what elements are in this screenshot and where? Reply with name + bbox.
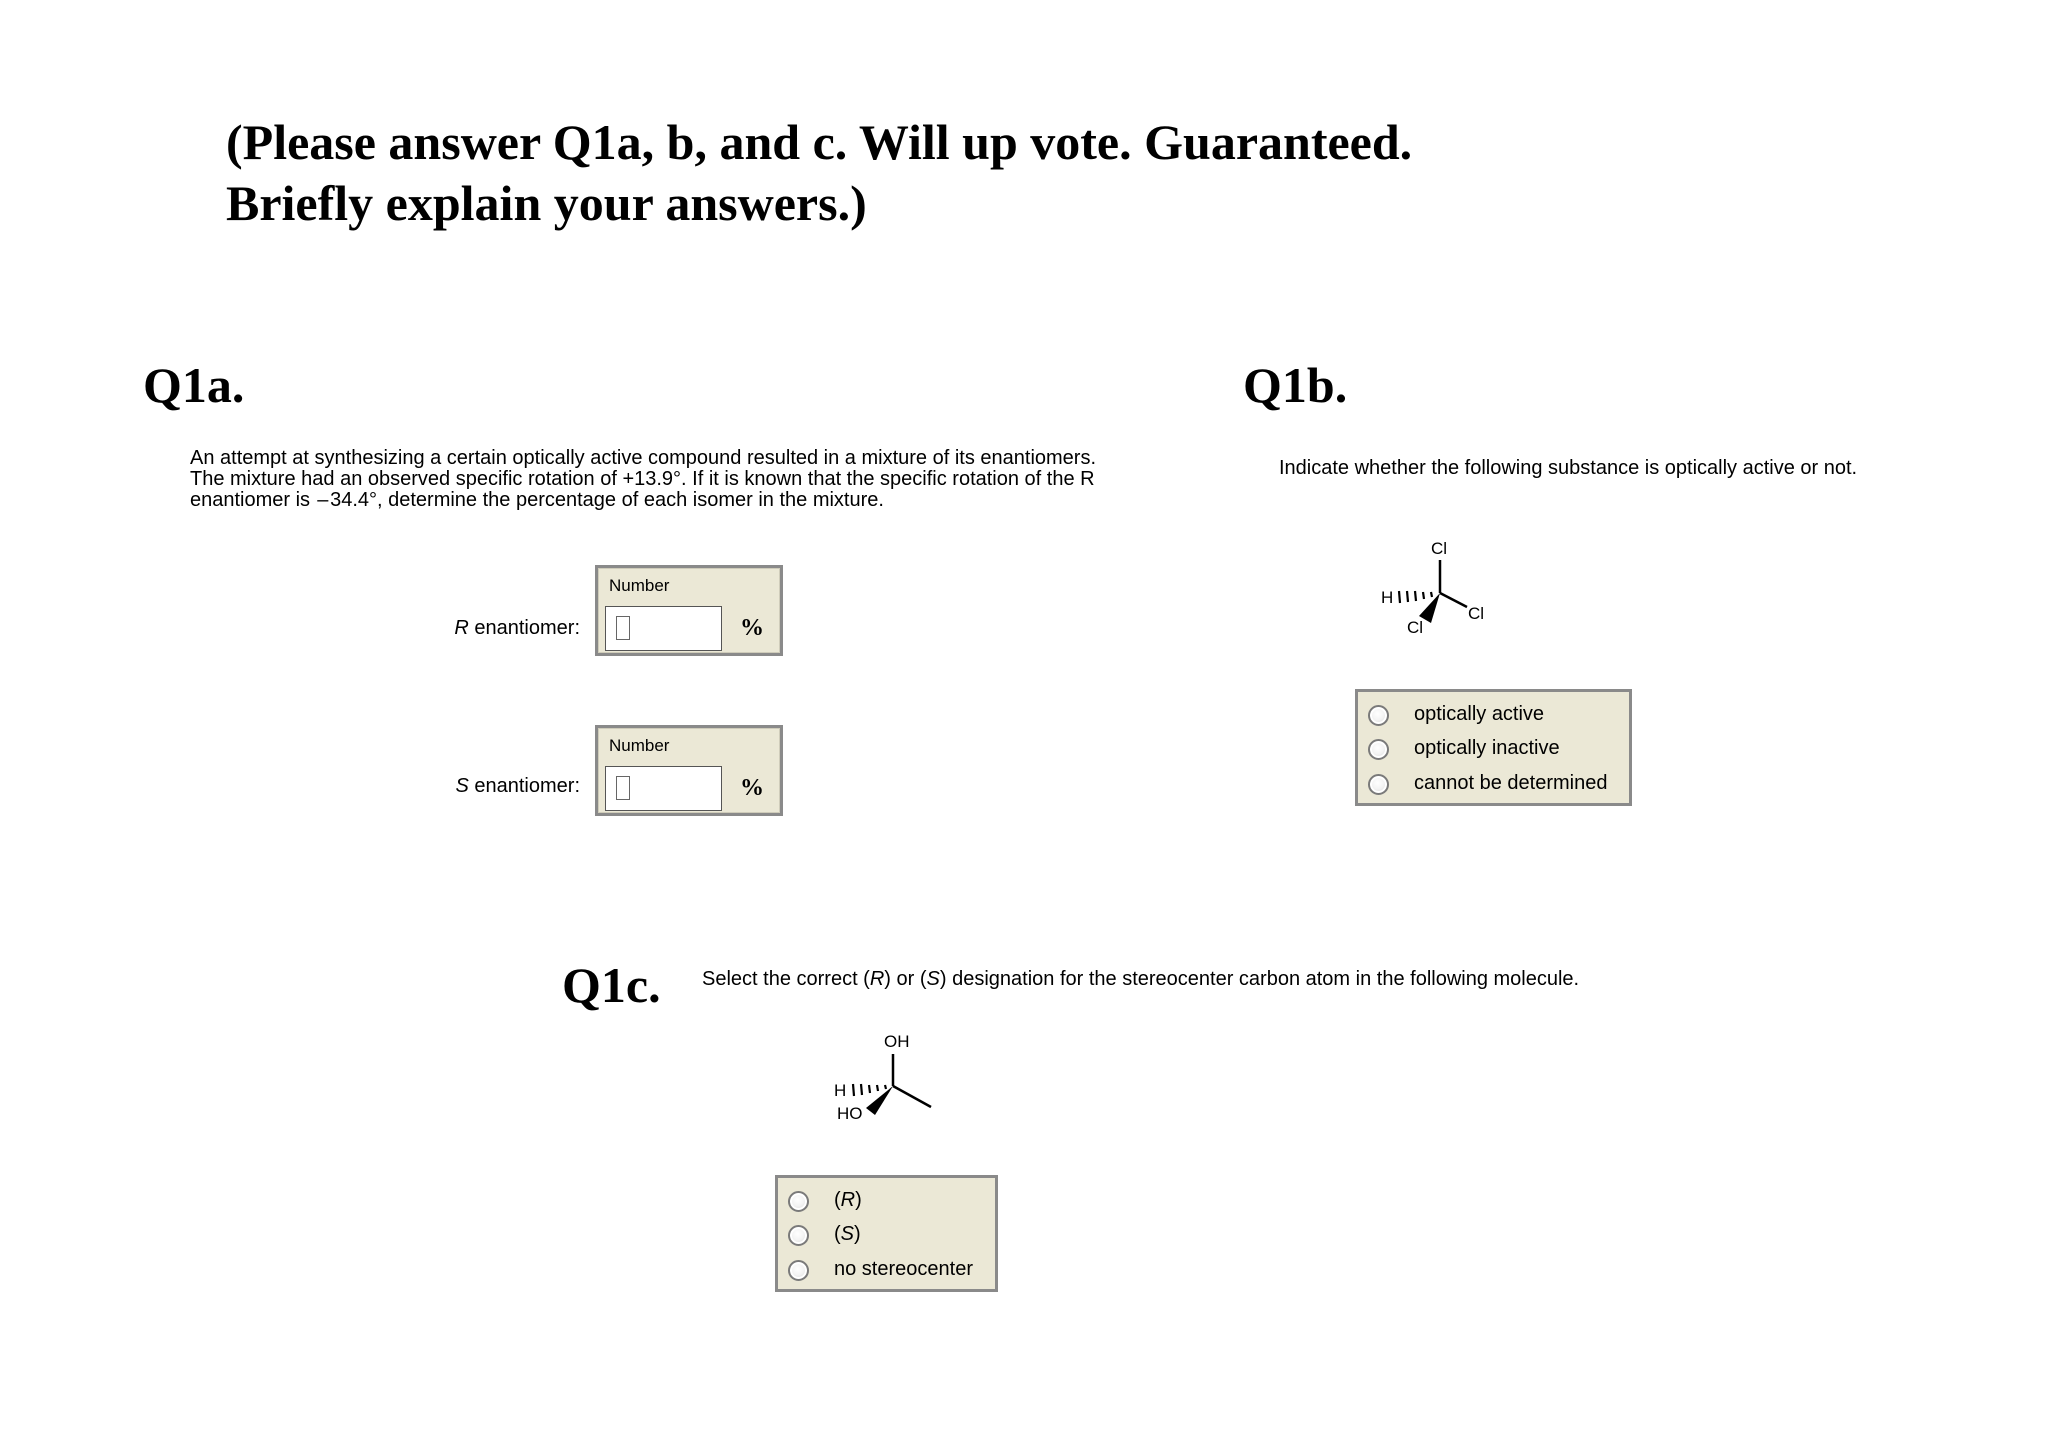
- title-line-2: Briefly explain your answers.): [226, 175, 867, 231]
- r-enantiomer-answer-box: [595, 565, 783, 656]
- option-label: optically active: [1414, 703, 1545, 725]
- atom-cl-top: Cl: [1431, 539, 1448, 558]
- radio-button[interactable]: [1368, 739, 1389, 760]
- atom-h: H: [1381, 588, 1394, 607]
- number-caption: Number: [609, 576, 670, 595]
- q1c-heading: Q1c.: [562, 957, 661, 1013]
- title-line-1: (Please answer Q1a, b, and c. Will up vote. Guaranteed.: [226, 114, 1413, 170]
- s-enantiomer-label: S enantiomer:: [455, 775, 580, 797]
- atom-cl-right: Cl: [1468, 604, 1485, 623]
- percent-unit: %: [740, 775, 764, 801]
- radio-button[interactable]: [788, 1225, 809, 1246]
- q1c-molecule-structure: [825, 1025, 945, 1125]
- atom-ho: HO: [837, 1104, 863, 1123]
- option-label: optically inactive: [1414, 737, 1560, 759]
- q1b-question: Indicate whether the following substance is optically active or not.: [1279, 457, 1858, 479]
- q1b-options-panel: [1355, 689, 1632, 806]
- radio-button[interactable]: [788, 1260, 809, 1281]
- q1b-option-cannot-be-determined[interactable]: [1358, 767, 1629, 801]
- s-enantiomer-answer-box: [595, 725, 783, 816]
- percent-unit: %: [740, 615, 764, 641]
- atom-h: H: [834, 1081, 847, 1100]
- q1a-heading: Q1a.: [143, 357, 245, 413]
- radio-button[interactable]: [788, 1191, 809, 1212]
- q1b-option-optically-active[interactable]: [1358, 698, 1629, 732]
- hashed-wedge-bond: [1399, 591, 1432, 603]
- option-label: no stereocenter: [834, 1258, 973, 1280]
- q1b-molecule-structure: [1375, 530, 1505, 640]
- q1a-question-line-2: The mixture had an observed specific rotation of +13.9°. If it is known that the specific rotation of the R: [190, 468, 1095, 490]
- page-title: [226, 112, 1412, 234]
- option-label: (S): [834, 1223, 861, 1245]
- q1c-option-r[interactable]: [778, 1184, 995, 1218]
- radio-button[interactable]: [1368, 705, 1389, 726]
- q1c-option-s[interactable]: [778, 1218, 995, 1252]
- number-caption: Number: [609, 736, 670, 755]
- input-cursor-box: [616, 776, 630, 800]
- q1b-option-optically-inactive[interactable]: [1358, 732, 1629, 766]
- radio-button[interactable]: [1368, 774, 1389, 795]
- q1c-question: Select the correct (R) or (S) designation for the stereocenter carbon atom in the following molecule.: [702, 968, 1580, 990]
- q1c-option-no-stereocenter[interactable]: [778, 1253, 995, 1287]
- q1b-heading: Q1b.: [1243, 357, 1348, 413]
- atom-cl-bottom: Cl: [1407, 618, 1424, 637]
- option-label: cannot be determined: [1414, 772, 1608, 794]
- bond-methyl: [893, 1086, 931, 1107]
- q1a-question: [190, 448, 1150, 511]
- q1a-question-line-3: enantiomer is – 34.4°, determine the percentage of each isomer in the mixture.: [190, 489, 884, 511]
- option-label: (R): [834, 1189, 862, 1211]
- atom-oh: OH: [884, 1032, 910, 1051]
- input-cursor-box: [616, 616, 630, 640]
- bond-right: [1440, 593, 1467, 607]
- q1a-question-line-1: An attempt at synthesizing a certain optically active compound resulted in a mixture of its enantiomers.: [190, 447, 1097, 469]
- r-enantiomer-label: R enantiomer:: [454, 617, 580, 639]
- q1c-options-panel: [775, 1175, 998, 1292]
- hashed-wedge-bond: [853, 1084, 886, 1096]
